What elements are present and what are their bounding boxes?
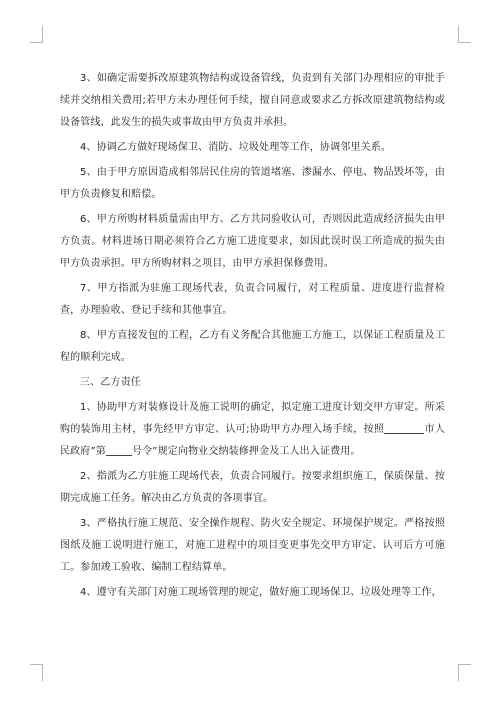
crop-mark-bottom-left bbox=[30, 664, 43, 681]
crop-mark-top-right bbox=[458, 26, 471, 43]
crop-mark-bottom-right bbox=[458, 664, 471, 681]
paragraph-clause-5: 5、由于甲方原因造成相邻居民住房的管道堵塞、渗漏水、停电、物品毁坏等，由甲方负责修复和赔偿。 bbox=[60, 167, 445, 200]
paragraph-contractor-clause-1 bbox=[60, 397, 445, 463]
paragraph-contractor-clause-2: 2、指派为乙方驻施工现场代表，负责合同履行。按要求组织施工，保质保量、按期完成施工任务。解决由乙方负责的各项事宜。 bbox=[60, 471, 445, 504]
paragraph-clause-4: 4、协调乙方做好现场保卫、消防、垃圾处理等工作，协调邻里关系。 bbox=[80, 142, 392, 153]
clause-1-text-a: 1、协助甲方对装修设计及施工说明的确定，拟定施工进度计划交甲方审定。所采购的装饰用主材，事先经甲方审定、认可;协助甲方办理入场手续，按照 bbox=[60, 402, 445, 435]
clause-1-text-c: 号令”规定向物业交纳装修押金及工人出入证费用。 bbox=[131, 446, 361, 457]
clause-1-text-b: 市人民政府”第 bbox=[60, 424, 445, 457]
paragraph-contractor-clause-3: 3、严格执行施工规范、安全操作规程、防火安全规定、环境保护规定。严格按照图纸及施工说明进行施工，对施工进程中的项目变更事先交甲方审定、认可后方可施工。参加竣工验收、编制工程结算单。 bbox=[60, 518, 445, 573]
paragraph-clause-8: 8、甲方直接发包的工程，乙方有义务配合其他施工方施工，以保证工程质量及工程的顺利完成。 bbox=[60, 330, 445, 363]
paragraph-clause-6: 6、甲方所购材料质量需由甲方、乙方共同验收认可，否则因此造成经济损失由甲方负责。材料进场日期必须符合乙方施工进度要求，如因此误时误工所造成的损失由甲方负责承担。甲方所购材料之项目，由甲方承担保修费用。 bbox=[60, 214, 445, 269]
paragraph-clause-3: 3、如确定需要拆改原建筑物结构或设备管线，负责到有关部门办理相应的审批手续并交纳相关费用;若甲方未办理任何手续，擅自同意或要求乙方拆改原建筑物结构或设备管线，此发生的损失或事故由甲方负责并承担。 bbox=[60, 73, 445, 128]
section-heading-contractor-duties: 三、乙方责任 bbox=[80, 377, 141, 388]
paragraph-clause-7: 7、甲方指派为驻施工现场代表，负责合同履行，对工程质量、进度进行监督检查，办理验收、登记手续和其他事宜。 bbox=[60, 283, 445, 316]
fill-blank-city bbox=[384, 421, 424, 434]
crop-mark-top-left bbox=[30, 26, 43, 43]
document-body bbox=[60, 68, 445, 607]
fill-blank-order-number bbox=[106, 443, 132, 456]
paragraph-contractor-clause-4: 4、遵守有关部门对施工现场管理的规定，做好施工现场保卫、垃圾处理等工作， bbox=[80, 587, 442, 598]
